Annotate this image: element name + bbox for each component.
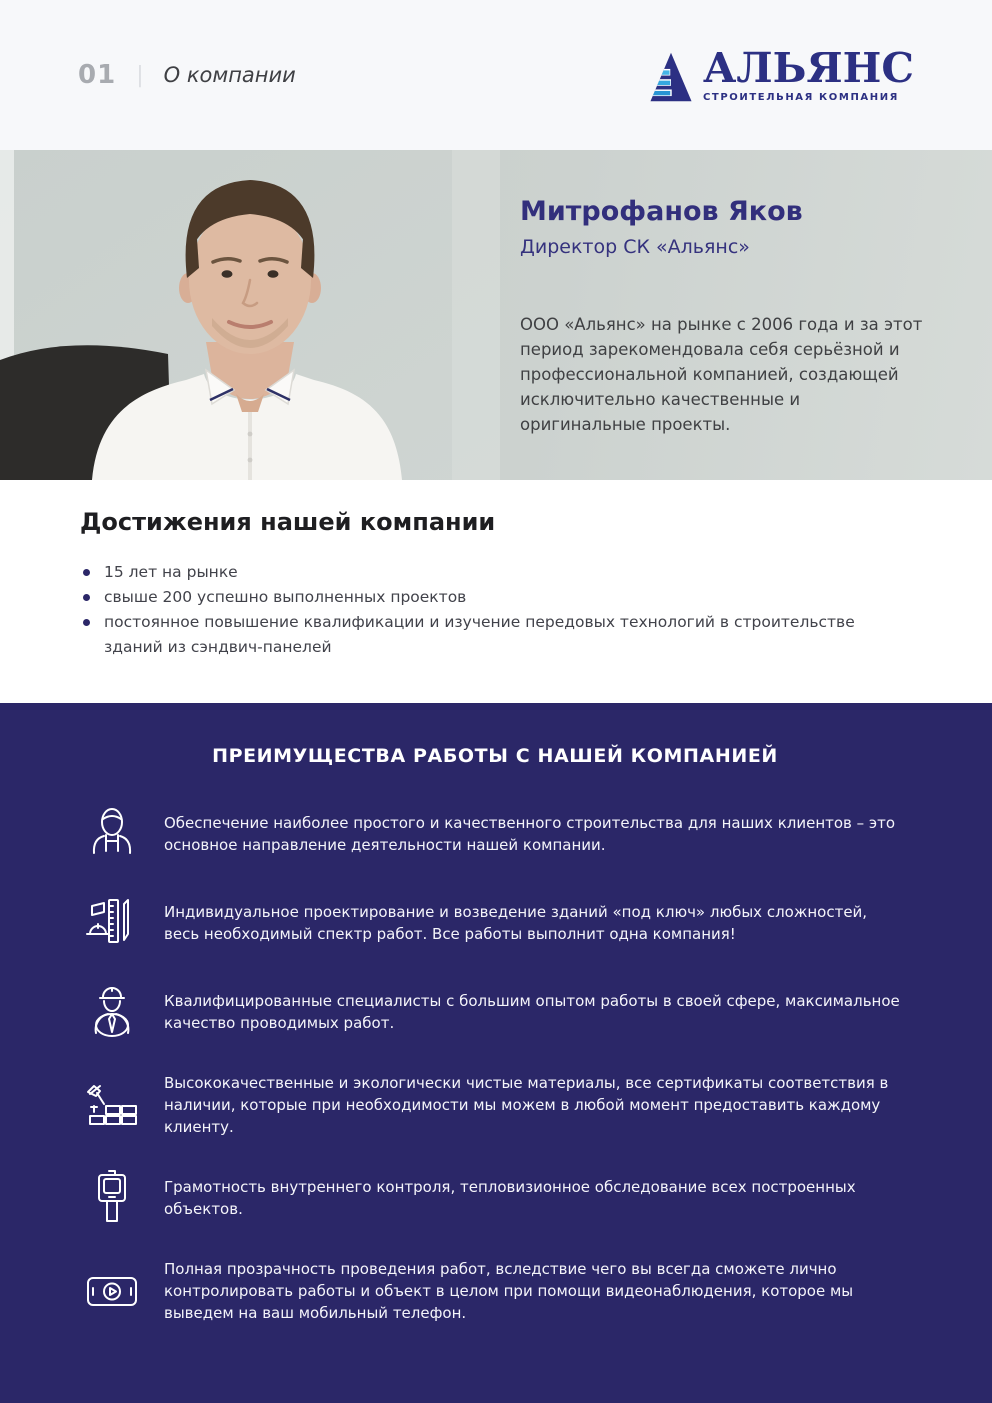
section-title: О компании [163, 63, 296, 87]
director-photo [0, 150, 500, 480]
hero-text-block [520, 150, 930, 437]
achievements-list [80, 560, 912, 660]
advantages-list [82, 805, 908, 1324]
logo-tagline: СТРОИТЕЛЬНАЯ КОМПАНИЯ [702, 91, 899, 103]
design-tools-icon [82, 894, 142, 952]
advantage-text: Индивидуальное проектирование и возведение зданий «под ключ» любых сложностей, весь необходимый спектр работ. Все работы выполнит одна компания! [164, 903, 868, 943]
advantage-text: Обеспечение наиболее простого и качественного строительства для наших клиентов – это основное направление деятельности нашей компании. [164, 814, 896, 854]
logo-company-name: АЛЬЯНС [702, 43, 914, 92]
phone-video-icon [82, 1262, 142, 1320]
advantage-text: Квалифицированные специалисты с большим опытом работы в своей сфере, максимальное качество проводимых работ. [164, 992, 900, 1032]
breadcrumb [78, 60, 296, 90]
page-header [0, 0, 992, 150]
company-description: ООО «Альянс» на рынке с 2006 года и за этот период зарекомендовала себя серьёзной и профессиональной компанией, создающей исключительно качественные и оригинальные проекты. [520, 315, 923, 434]
advantage-row [82, 1258, 908, 1324]
hero-section [0, 150, 992, 480]
achievement-item: 15 лет на рынке [80, 560, 890, 585]
advantage-row [82, 1169, 908, 1227]
advantage-text: Полная прозрачность проведения работ, вследствие чего вы всегда сможете лично контролировать работы и объект в целом при помощи видеонаблюдения, которое мы выведем на ваш мобильный телефон. [164, 1260, 854, 1322]
pyramid-logo-icon [649, 51, 693, 103]
builder-icon [82, 805, 142, 863]
thermal-camera-icon [82, 1169, 142, 1227]
company-logo [649, 43, 914, 103]
person-role: Директор СК «Альянс» [520, 236, 750, 258]
advantage-row [82, 1072, 908, 1138]
advantage-row [82, 983, 908, 1041]
advantage-text: Высококачественные и экологически чистые материалы, все сертификаты соответствия в наличии, которые при необходимости мы можем в любой момент предоставить каждому клиенту. [164, 1074, 889, 1136]
advantage-text: Грамотность внутреннего контроля, тепловизионное обследование всех построенных объектов. [164, 1178, 856, 1218]
page-number: 01 [78, 60, 117, 90]
logo-text [702, 43, 914, 103]
advantage-row [82, 805, 908, 863]
breadcrumb-divider: | [136, 62, 144, 88]
advantage-row [82, 894, 908, 952]
achievement-item: постоянное повышение квалификации и изучение передовых технологий в строительстве зданий из сэндвич-панелей [80, 610, 890, 660]
person-name: Митрофанов Яков [520, 196, 803, 227]
achievement-item: свыше 200 успешно выполненных проектов [80, 585, 890, 610]
advantages-section [0, 703, 992, 1403]
specialist-icon [82, 983, 142, 1041]
materials-icon [82, 1076, 142, 1134]
advantages-title: ПРЕИМУЩЕСТВА РАБОТЫ С НАШЕЙ КОМПАНИЕЙ [212, 745, 778, 767]
achievements-title: Достижения нашей компании [80, 508, 496, 536]
achievements-section [0, 480, 992, 703]
